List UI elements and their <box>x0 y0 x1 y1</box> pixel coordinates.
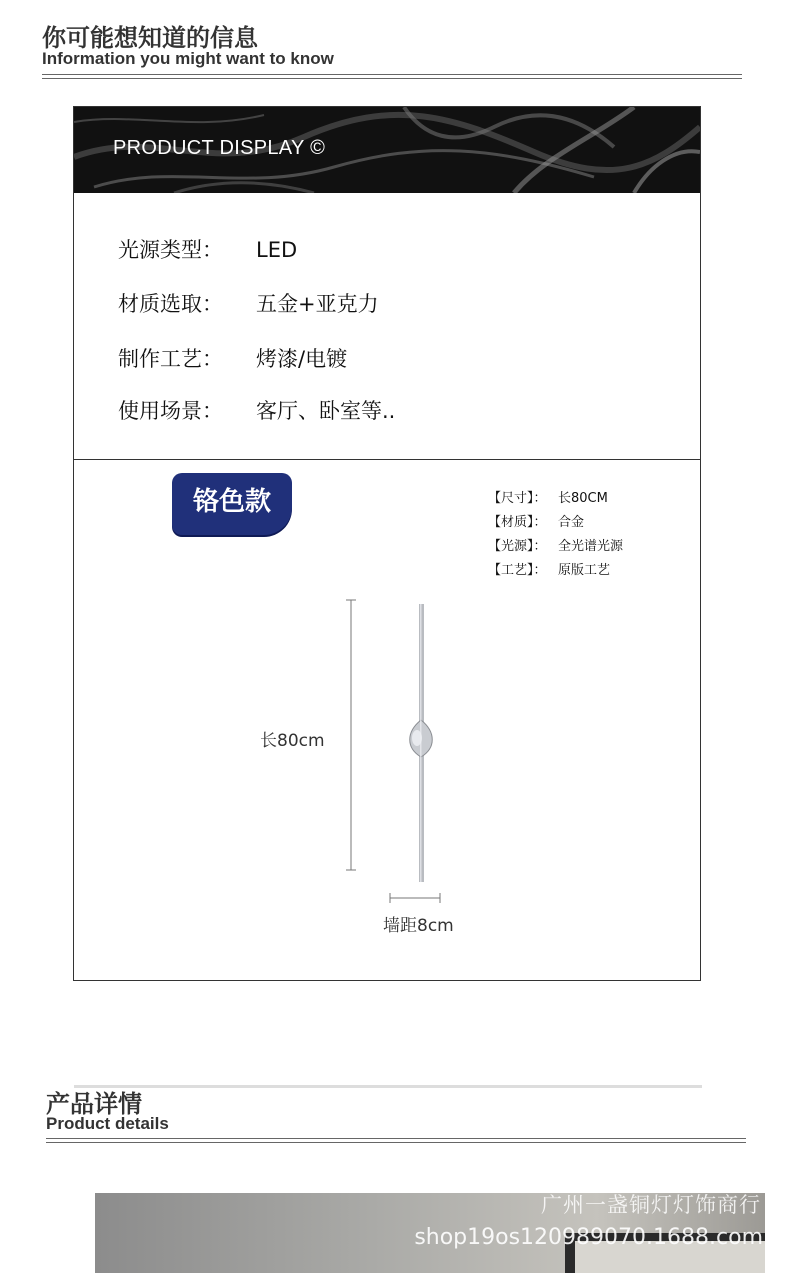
attribute-key: 【光源】： <box>488 539 547 554</box>
spec-row <box>118 234 297 264</box>
spec-value: LED <box>256 238 298 262</box>
spec-value: 烤漆/电镀 <box>256 347 348 371</box>
banner-title: PRODUCT DISPLAY © <box>113 137 326 159</box>
shop-url-watermark: shop19os120989070.1688.com <box>414 1225 763 1250</box>
spec-value: 客厅、卧室等.. <box>256 399 396 423</box>
wall-lamp-rod <box>410 604 433 882</box>
product-photo <box>95 1193 765 1273</box>
attribute-value: 长80CM <box>558 491 608 506</box>
attribute-value: 原版工艺 <box>558 563 611 578</box>
attribute-value: 全光谱光源 <box>558 539 624 554</box>
length-dimension-line <box>346 600 356 870</box>
info-section-title: 你可能想知道的信息 <box>42 24 258 52</box>
card-divider <box>74 459 700 460</box>
wall-distance-line <box>384 891 444 905</box>
wall-distance-label: 墙距8cm <box>383 916 454 936</box>
variant-badge: 铬色款 <box>172 473 292 535</box>
details-section-subtitle: Product details <box>46 1114 169 1133</box>
variant-attribute <box>488 487 608 506</box>
spec-key: 材质选取： <box>118 292 223 316</box>
shop-name-watermark: 广州一盏铜灯灯饰商行 <box>541 1193 761 1217</box>
spec-row <box>118 343 347 373</box>
length-label: 长80cm <box>260 731 325 751</box>
info-section-rule <box>42 74 742 79</box>
lamp-diagram <box>334 592 454 892</box>
details-section-rule <box>46 1138 746 1143</box>
product-card <box>73 106 701 981</box>
attribute-value: 合金 <box>558 515 585 530</box>
variant-attribute <box>488 535 623 554</box>
attribute-key: 【材质】： <box>488 515 547 530</box>
info-section-subtitle: Information you might want to know <box>42 49 334 68</box>
product-display-banner <box>74 107 700 193</box>
spec-key: 光源类型： <box>118 238 223 262</box>
details-section-title: 产品详情 <box>46 1090 142 1118</box>
attribute-key: 【尺寸】： <box>488 491 547 506</box>
spec-key: 制作工艺： <box>118 347 223 371</box>
card-bottom-shadow <box>74 1085 702 1088</box>
spec-row <box>118 395 395 425</box>
attribute-key: 【工艺】： <box>488 563 547 578</box>
variant-attribute <box>488 559 610 578</box>
spec-row <box>118 288 379 318</box>
spec-key: 使用场景： <box>118 399 223 423</box>
variant-attribute <box>488 511 584 530</box>
spec-value: 五金+亚克力 <box>256 292 379 316</box>
